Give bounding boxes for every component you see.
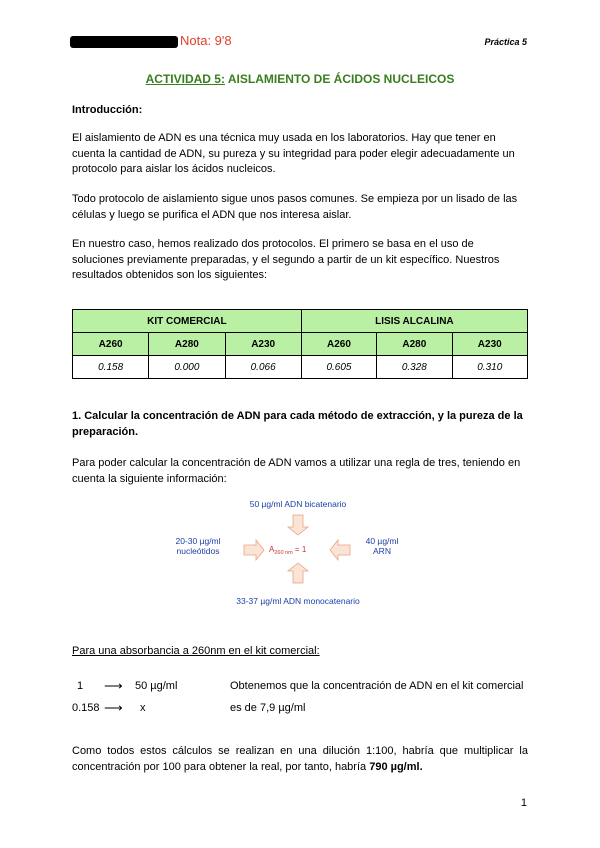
column-header: A230 — [225, 333, 301, 356]
calc-row1-a: 1 — [77, 680, 84, 692]
column-header: A280 — [377, 333, 452, 356]
table-cell: 0.605 — [301, 356, 376, 379]
calc-row2-c: es de 7,9 µg/ml — [230, 702, 306, 714]
page-number: 1 — [520, 797, 527, 809]
arrow-right-icon — [244, 540, 264, 560]
table-cell: 0.066 — [225, 356, 301, 379]
final-paragraph: Como todos estos cálculos se realizan en una dilución 1:100, habría que multiplicar la concentración por 100 para obtener la real, por tanto, habría 790 µg/ml. — [72, 745, 528, 773]
question-1: 1. Calcular la concentración de ADN para cada método de extracción, y la pureza de la preparación. — [72, 410, 523, 438]
arrow-left-icon — [330, 540, 350, 560]
calc-row1-c: Obtenemos que la concentración de ADN en el kit comercial — [230, 680, 524, 692]
calc-row2-b: x — [140, 702, 146, 714]
column-header: A280 — [149, 333, 225, 356]
intro-paragraph-1: El aislamiento de ADN es una técnica muy usada en los laboratorios. Hay que tener en cuenta la cantidad de ADN, su pureza y su integridad para poder elegir adecuadamente un protocolo para aislar los ácidos nucleicos. — [72, 132, 515, 175]
title-rest: AISLAMIENTO DE ÁCIDOS NUCLEICOS — [224, 72, 455, 86]
calc-row1-b: 50 µg/ml — [135, 680, 178, 692]
arrow-right-icon: ⟶ — [104, 678, 123, 693]
diagram-left-label-2: nucleótidos — [176, 546, 220, 556]
column-header: A260 — [301, 333, 376, 356]
diagram-left-label-1: 20-30 µg/ml — [175, 536, 221, 546]
intro-paragraph-2: Todo protocolo de aislamiento sigue unos pasos comunes. Se empieza por un lisado de las células y luego se purifica el ADN que nos interesa aislar. — [72, 193, 518, 221]
diagram-center-label: $A_{260 nm} = 1$ — [269, 545, 307, 556]
group-header-kit: KIT COMERCIAL — [73, 310, 302, 333]
column-header: A260 — [73, 333, 149, 356]
diagram-right-label-1: 40 µg/ml — [365, 536, 399, 546]
final-result: 790 µg/ml. — [369, 760, 423, 773]
table-cell: 0.328 — [377, 356, 452, 379]
diagram-bottom-label: 33-37 µg/ml ADN monocatenario — [236, 596, 360, 606]
calc-heading: Para una absorbancia a 260nm en el kit comercial: — [72, 645, 320, 657]
question-1-paragraph: Para poder calcular la concentración de ADN vamos a utilizar una regla de tres, teniendo en cuenta la siguiente información: — [72, 457, 521, 485]
arrow-down-icon — [288, 515, 308, 535]
practice-label: Práctica 5 — [484, 37, 527, 47]
page-title — [0, 72, 600, 86]
title-prefix: ACTIVIDAD 5: — [145, 72, 225, 86]
table-cell: 0.000 — [149, 356, 225, 379]
intro-heading: Introducción: — [72, 104, 143, 116]
results-table — [72, 309, 528, 379]
arrow-up-icon — [288, 563, 308, 583]
concentration-diagram — [160, 495, 410, 610]
table-cell: 0.158 — [73, 356, 149, 379]
column-header: A230 — [452, 333, 527, 356]
arrow-right-icon: ⟶ — [104, 700, 123, 715]
redacted-name-bar — [70, 36, 178, 48]
grade-note: Nota: 9'8 — [180, 33, 232, 48]
table-cell: 0.310 — [452, 356, 527, 379]
diagram-top-label: 50 µg/ml ADN bicatenario — [249, 499, 347, 509]
diagram-right-label-2: ARN — [373, 546, 391, 556]
group-header-lisis: LISIS ALCALINA — [301, 310, 527, 333]
intro-paragraph-3: En nuestro caso, hemos realizado dos protocolos. El primero se basa en el uso de soluciones previamente preparadas, y el segundo a partir de un kit específico. Nuestros resultados obtenidos son los siguientes: — [72, 238, 500, 281]
calc-row2-a: 0.158 — [72, 702, 100, 714]
